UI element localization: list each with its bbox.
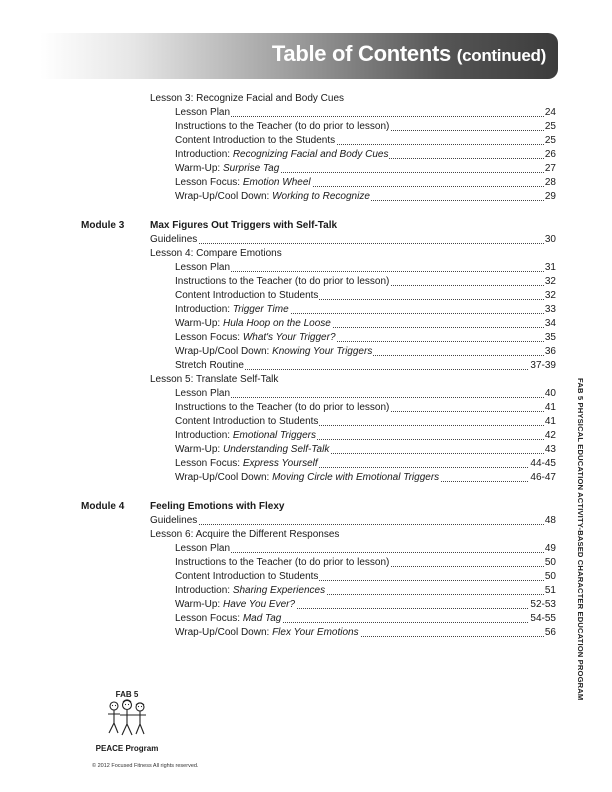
entry-label xyxy=(175,331,337,345)
page-number: 51 xyxy=(544,585,556,596)
logo-top-text: FAB 5 xyxy=(115,690,139,699)
lesson-title: Lesson 6: Acquire the Different Responses xyxy=(150,529,340,540)
page-number: 49 xyxy=(544,543,556,554)
lesson-5-heading xyxy=(150,373,556,387)
page-number: 41 xyxy=(544,402,556,413)
toc-entry[interactable] xyxy=(150,233,556,247)
page-number: 32 xyxy=(544,290,556,301)
page-number: 29 xyxy=(544,191,556,202)
entry-activity-name: Moving Circle with Emotional Triggers xyxy=(272,472,440,483)
entry-prefix: Wrap-Up/Cool Down: xyxy=(175,472,273,483)
page-title-main: Table of Contents xyxy=(271,41,451,66)
entry-label xyxy=(175,345,373,359)
toc-entry[interactable] xyxy=(175,106,556,120)
entry-label xyxy=(175,443,330,457)
toc-entry[interactable] xyxy=(175,598,556,612)
entry-prefix: Instructions to the Teacher (to do prior to lesson) xyxy=(175,121,390,132)
toc-entry[interactable] xyxy=(175,542,556,556)
toc-entry[interactable] xyxy=(175,612,556,626)
entry-label xyxy=(175,415,319,429)
logo-bottom-text: PEACE Program xyxy=(95,744,159,753)
page-number: 42 xyxy=(544,430,556,441)
entry-activity-name: Sharing Experiences xyxy=(232,585,326,596)
toc-entry[interactable] xyxy=(150,514,556,528)
entry-prefix: Lesson Plan xyxy=(175,543,231,554)
page-number: 32 xyxy=(544,276,556,287)
toc-entry[interactable] xyxy=(175,162,556,176)
page-number: 37-39 xyxy=(530,360,556,371)
page-number: 54-55 xyxy=(530,613,556,624)
toc-entry[interactable] xyxy=(175,261,556,275)
entry-prefix: Instructions to the Teacher (to do prior to lesson) xyxy=(175,276,390,287)
toc-entry[interactable] xyxy=(175,401,556,415)
entry-activity-name: Emotional Triggers xyxy=(232,430,316,441)
entry-prefix: Lesson Plan xyxy=(175,388,231,399)
page-number: 35 xyxy=(544,332,556,343)
entry-label xyxy=(175,190,371,204)
toc-entry[interactable] xyxy=(175,303,556,317)
page-number: 48 xyxy=(544,515,556,526)
program-logo xyxy=(92,690,162,753)
toc-entry[interactable] xyxy=(175,626,556,640)
page-number: 30 xyxy=(544,234,556,245)
entry-prefix: Warm-Up: xyxy=(175,318,223,329)
entry-activity-name: Emotion Wheel xyxy=(242,177,311,188)
entry-activity-name: Surprise Tag xyxy=(222,163,280,174)
entry-prefix: Lesson Focus: xyxy=(175,613,243,624)
toc-entry[interactable] xyxy=(175,317,556,331)
entry-prefix: Introduction: xyxy=(175,149,233,160)
page-number: 43 xyxy=(544,444,556,455)
entry-prefix: Content Introduction to Students xyxy=(175,290,319,301)
page-number: 25 xyxy=(544,121,556,132)
page-number: 28 xyxy=(544,177,556,188)
entry-activity-name: Hula Hoop on the Loose xyxy=(222,318,331,329)
entry-label xyxy=(175,471,440,485)
toc-entry[interactable] xyxy=(175,471,556,485)
entry-prefix: Warm-Up: xyxy=(175,599,223,610)
page-number: 44-45 xyxy=(530,458,556,469)
copyright-notice: © 2012 Focused Fitness All rights reserved. xyxy=(92,763,199,769)
entry-activity-name: Recognizing Facial and Body Cues xyxy=(232,149,389,160)
lesson-title: Lesson 5: Translate Self-Talk xyxy=(150,374,279,385)
entry-label xyxy=(175,387,231,401)
entry-label xyxy=(175,120,390,134)
entry-label xyxy=(175,106,231,120)
module-label: Module 3 xyxy=(81,220,125,231)
page-number: 34 xyxy=(544,318,556,329)
page-title-sub: (continued) xyxy=(456,46,546,65)
entry-activity-name: Trigger Time xyxy=(232,304,289,315)
page-number: 33 xyxy=(544,304,556,315)
entry-prefix: Introduction: xyxy=(175,304,233,315)
entry-label xyxy=(175,570,319,584)
entry-label xyxy=(175,584,326,598)
entry-activity-name: Understanding Self-Talk xyxy=(222,444,330,455)
entry-activity-name: Flex Your Emotions xyxy=(272,627,359,638)
page-number: 26 xyxy=(544,149,556,160)
toc-entry[interactable] xyxy=(175,148,556,162)
entry-prefix: Lesson Focus: xyxy=(175,177,243,188)
entry-label xyxy=(175,176,312,190)
toc-entry[interactable] xyxy=(175,584,556,598)
module-title: Max Figures Out Triggers with Self-Talk xyxy=(150,220,338,231)
entry-label: Guidelines xyxy=(150,234,198,245)
entry-activity-name: Mad Tag xyxy=(242,613,282,624)
entry-label xyxy=(175,359,245,373)
toc-entry[interactable] xyxy=(175,387,556,401)
entry-prefix: Wrap-Up/Cool Down: xyxy=(175,627,273,638)
entry-label xyxy=(175,275,390,289)
entry-activity-name: Express Yourself xyxy=(242,458,318,469)
header-banner xyxy=(40,33,558,79)
page-title xyxy=(272,41,546,67)
entry-label xyxy=(175,261,231,275)
entry-prefix: Introduction: xyxy=(175,585,233,596)
lesson-title: Lesson 3: Recognize Facial and Body Cues xyxy=(150,93,345,104)
page-number: 24 xyxy=(544,107,556,118)
toc-entry[interactable] xyxy=(175,556,556,570)
entry-label xyxy=(175,162,280,176)
toc-entry[interactable] xyxy=(175,457,556,471)
toc-entry[interactable] xyxy=(175,345,556,359)
lesson-4-entries xyxy=(0,261,612,373)
page-number: 50 xyxy=(544,557,556,568)
entry-prefix: Wrap-Up/Cool Down: xyxy=(175,346,273,357)
page-number: 36 xyxy=(544,346,556,357)
page-number: 31 xyxy=(544,262,556,273)
table-of-contents xyxy=(0,92,612,640)
entry-label xyxy=(175,303,290,317)
entry-label xyxy=(175,626,360,640)
page-number: 52-53 xyxy=(530,599,556,610)
lesson-3-heading xyxy=(150,92,556,106)
entry-label xyxy=(175,429,317,443)
entry-label xyxy=(175,457,319,471)
entry-prefix: Content Introduction to Students xyxy=(175,571,319,582)
lesson-title: Lesson 4: Compare Emotions xyxy=(150,248,282,259)
entry-activity-name: Knowing Your Triggers xyxy=(272,346,373,357)
entry-prefix: Lesson Plan xyxy=(175,262,231,273)
entry-prefix: Lesson Focus: xyxy=(175,458,243,469)
page-number: 46-47 xyxy=(530,472,556,483)
page-number: 50 xyxy=(544,571,556,582)
toc-entry[interactable] xyxy=(175,359,556,373)
entry-label xyxy=(175,401,390,415)
entry-activity-name: Working to Recognize xyxy=(272,191,370,202)
lesson-6-entries xyxy=(0,542,612,640)
entry-label xyxy=(175,289,319,303)
lesson-3-entries xyxy=(0,106,612,204)
entry-prefix: Lesson Plan xyxy=(175,107,231,118)
entry-prefix: Instructions to the Teacher (to do prior to lesson) xyxy=(175,402,390,413)
entry-prefix: Content Introduction to Students xyxy=(175,416,319,427)
toc-entry[interactable] xyxy=(175,443,556,457)
page-number: 56 xyxy=(544,627,556,638)
entry-activity-name: What's Your Trigger? xyxy=(242,332,336,343)
entry-prefix: Content Introduction to the Students xyxy=(175,135,336,146)
page-number: 27 xyxy=(544,163,556,174)
toc-entry[interactable] xyxy=(175,429,556,443)
toc-entry[interactable] xyxy=(175,570,556,584)
page-number: 40 xyxy=(544,388,556,399)
entry-label: Guidelines xyxy=(150,515,198,526)
entry-prefix: Stretch Routine xyxy=(175,360,244,371)
entry-label xyxy=(175,317,332,331)
entry-label xyxy=(175,542,231,556)
entry-activity-name: Have You Ever? xyxy=(222,599,296,610)
module-label: Module 4 xyxy=(81,501,125,512)
entry-label xyxy=(175,134,336,148)
entry-prefix: Instructions to the Teacher (to do prior to lesson) xyxy=(175,557,390,568)
toc-entry[interactable] xyxy=(175,120,556,134)
toc-entry[interactable] xyxy=(175,415,556,429)
entry-prefix: Warm-Up: xyxy=(175,444,223,455)
entry-label xyxy=(175,556,390,570)
entry-prefix: Warm-Up: xyxy=(175,163,223,174)
toc-entry[interactable] xyxy=(175,275,556,289)
entry-prefix: Wrap-Up/Cool Down: xyxy=(175,191,273,202)
module-3-heading xyxy=(0,218,612,233)
toc-entry[interactable] xyxy=(175,176,556,190)
lesson-6-heading xyxy=(150,528,556,542)
entry-label xyxy=(175,148,389,162)
entry-prefix: Introduction: xyxy=(175,430,233,441)
lesson-4-heading xyxy=(150,247,556,261)
toc-entry[interactable] xyxy=(175,190,556,204)
entry-label xyxy=(175,612,282,626)
lesson-5-entries xyxy=(0,387,612,485)
entry-prefix: Lesson Focus: xyxy=(175,332,243,343)
page-number: 41 xyxy=(544,416,556,427)
entry-label xyxy=(175,598,296,612)
toc-entry[interactable] xyxy=(175,134,556,148)
kids-illustration-icon xyxy=(105,699,149,739)
page-number: 25 xyxy=(544,135,556,146)
module-title: Feeling Emotions with Flexy xyxy=(150,501,285,512)
toc-entry[interactable] xyxy=(175,331,556,345)
toc-entry[interactable] xyxy=(175,289,556,303)
module-4-heading xyxy=(0,499,612,514)
side-running-title: FAB 5 PHYSICAL EDUCATION ACTIVITY-BASED CHARACTER EDUCATION PROGRAM xyxy=(576,378,585,701)
